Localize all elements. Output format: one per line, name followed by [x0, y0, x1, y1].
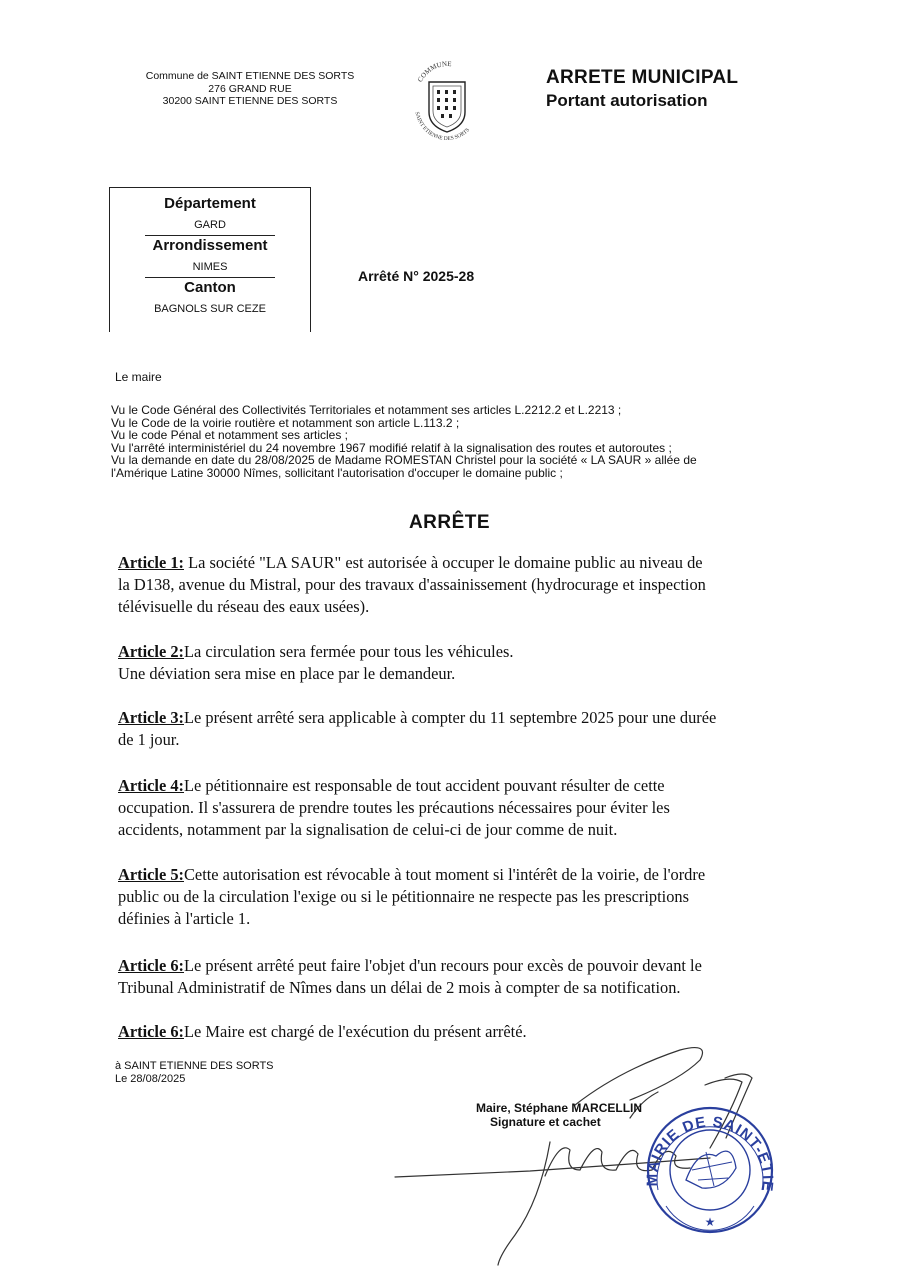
document-subtitle: Portant autorisation: [546, 91, 708, 110]
signature-label: Signature et cachet: [490, 1115, 601, 1129]
article-5: [118, 864, 798, 930]
article-1: [118, 552, 798, 618]
divider: [145, 235, 275, 236]
place-date: [115, 1060, 274, 1085]
commune-city: 30200 SAINT ETIENNE DES SORTS: [162, 95, 338, 107]
article-text: La circulation sera fermée pour tous les véhicules.: [183, 642, 514, 661]
document-title: ARRETE MUNICIPAL: [546, 67, 739, 88]
commune-name: Commune de SAINT ETIENNE DES SORTS: [145, 70, 355, 82]
canton-label: Canton: [184, 279, 236, 296]
article-text: définies à l'article 1.: [118, 909, 251, 928]
article-text: Une déviation sera mise en place par le demandeur.: [118, 664, 456, 683]
article-text: de 1 jour.: [118, 730, 180, 749]
article-label: Article 2:: [118, 642, 184, 661]
divider: [145, 277, 275, 278]
article-label: Article 6:: [118, 956, 184, 975]
visa-line: l'Amérique Latine 30000 Nîmes, sollicitant l'autorisation d'occuper le domaine public ;: [111, 465, 563, 480]
arrete-number: Arrêté N° 2025-28: [358, 268, 475, 284]
signer-name: Maire, Stéphane MARCELLIN: [476, 1101, 643, 1115]
arrete-heading: ARRÊTE: [408, 512, 491, 533]
article-text: La société "LA SAUR" est autorisée à occuper le domaine public au niveau de: [183, 553, 703, 572]
commune-seal-logo: [407, 60, 487, 144]
place: à SAINT ETIENNE DES SORTS: [115, 1060, 274, 1072]
administrative-box: [109, 187, 311, 332]
visas-block: [111, 404, 791, 480]
article-3: [118, 707, 798, 751]
svg-text:★: ★: [704, 1215, 716, 1229]
article-text: Le présent arrêté peut faire l'objet d'un recours pour excès de pouvoir devant le: [183, 956, 702, 975]
article-label: Article 1:: [118, 553, 184, 572]
signature-and-stamp: [380, 1030, 820, 1270]
document-title-block: [546, 66, 738, 112]
signer-block: [476, 1101, 642, 1129]
article-text: Le présent arrêté sera applicable à compter du 11 septembre 2025 pour une durée: [183, 708, 717, 727]
departement-value: GARD: [194, 219, 226, 231]
article-label: Article 5:: [118, 865, 184, 884]
article-label: Article 6:: [118, 1022, 184, 1041]
article-text: Cette autorisation est révocable à tout moment si l'intérêt de la voirie, de l'ordre: [183, 865, 706, 884]
svg-text:MAIRIE DE SAINT-ETIENNE DES SO: MAIRIE DE SAINT-ETIE: [643, 1113, 777, 1193]
article-text: Le Maire est chargé de l'exécution du présent arrêté.: [183, 1022, 527, 1041]
article-6: [118, 955, 798, 999]
article-2: [118, 641, 798, 685]
visa-line: Vu l'arrêté interministériel du 24 novembre 1967 modifié relatif à la signalisation des routes et autoroutes ;: [111, 440, 672, 455]
departement-label: Département: [164, 195, 256, 212]
article-4: [118, 775, 798, 841]
article-text: public ou de la circulation l'exige ou si le pétitionnaire ne respecte pas les prescriptions: [118, 887, 689, 906]
svg-text:COMMUNE: COMMUNE: [416, 60, 452, 84]
canton-value: BAGNOLS SUR CEZE: [154, 303, 266, 315]
visa-line: Vu le Code de la voirie routière et notamment son article L.113.2 ;: [111, 415, 460, 430]
arrondissement-value: NIMES: [192, 261, 228, 273]
arrondissement-label: Arrondissement: [152, 237, 268, 254]
visa-line: Vu la demande en date du 28/08/2025 de Madame ROMESTAN Christel pour la société « LA SAUR » allée de: [111, 453, 697, 468]
article-text: occupation. Il s'assurera de prendre toutes les précautions nécessaires pour éviter les: [118, 798, 670, 817]
date: Le 28/08/2025: [115, 1072, 186, 1085]
commune-address: [118, 70, 382, 108]
svg-text:SAINT ETIENNE DES SORTS: SAINT ETIENNE DES SORTS: [413, 111, 471, 143]
article-text: Le pétitionnaire est responsable de tout accident pouvant résulter de cette: [183, 776, 665, 795]
article-label: Article 4:: [118, 776, 184, 795]
visa-line: Vu le code Pénal et notamment ses articles ;: [111, 428, 349, 443]
article-text: Tribunal Administratif de Nîmes dans un délai de 2 mois à compter de sa notification.: [118, 978, 681, 997]
visa-line: Vu le Code Général des Collectivités Territoriales et notamment ses articles L.2212.2 et L.2213 ;: [111, 403, 622, 417]
article-text: télévisuelle du réseau des eaux usées).: [118, 597, 370, 616]
commune-street: 276 GRAND RUE: [208, 82, 292, 95]
article-text: la D138, avenue du Mistral, pour des travaux d'assainissement (hydrocurage et inspection: [118, 575, 706, 594]
le-maire: Le maire: [115, 370, 162, 384]
article-label: Article 3:: [118, 708, 184, 727]
article-text: accidents, notamment par la signalisation de celui-ci de jour comme de nuit.: [118, 820, 618, 839]
